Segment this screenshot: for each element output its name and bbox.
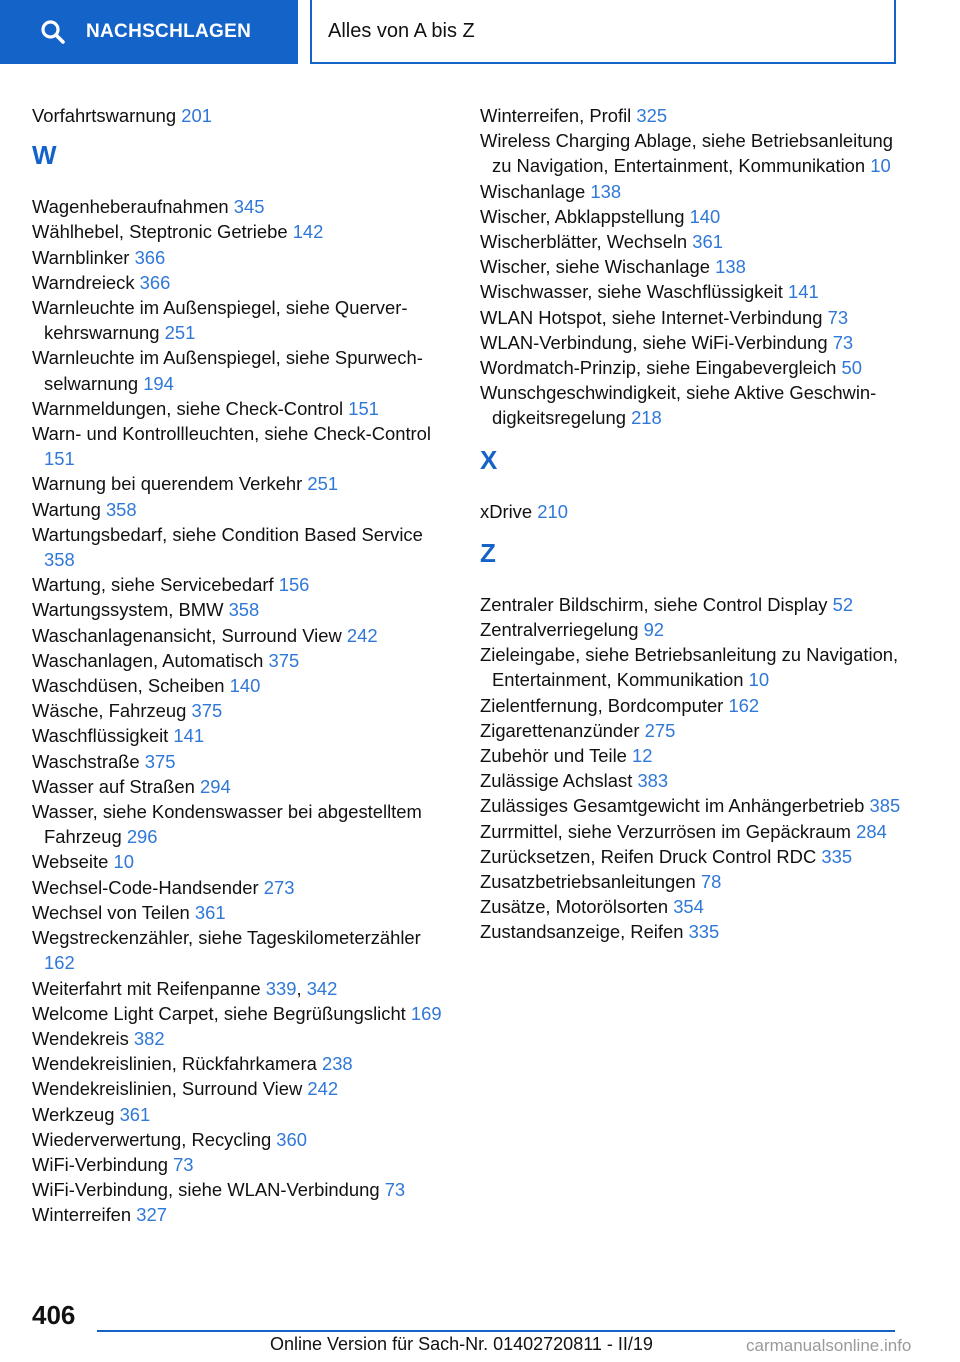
- entry-text: Zulässiges Gesamtgewicht im Anhängerbetrieb: [480, 795, 865, 817]
- entry-text: Warnblinker: [32, 246, 130, 268]
- entry-text: Zusätze, Motorölsorten: [480, 896, 669, 918]
- entry-text: Wunschgeschwindigkeit, siehe Aktive Geschwindigkeitsregelung: [480, 382, 877, 429]
- page-link[interactable]: 242: [307, 1078, 339, 1100]
- entry-group-w: [32, 194, 452, 1227]
- entry-text: Zentralverriegelung: [480, 619, 639, 641]
- watermark: carmanualsonline.info: [746, 1336, 912, 1355]
- page-link[interactable]: 78: [700, 871, 722, 893]
- page-link[interactable]: 375: [191, 700, 223, 722]
- page-link[interactable]: 151: [348, 397, 379, 419]
- index-entry: [32, 1102, 452, 1127]
- entry-text: Waschanlagenansicht, Surround View: [32, 624, 342, 646]
- page-link[interactable]: 354: [673, 896, 704, 918]
- index-entry: [32, 396, 452, 421]
- entry-text: Wischanlage: [480, 180, 586, 202]
- index-entry: [32, 522, 452, 572]
- entry-text: Zusatzbetriebsanleitungen: [480, 871, 696, 893]
- entry-text: Warnung bei querendem Verkehr: [32, 473, 303, 495]
- index-entry: [32, 471, 452, 496]
- page-link[interactable]: 251: [307, 473, 339, 495]
- entry-group-v: [32, 103, 452, 128]
- page-link[interactable]: 169: [410, 1002, 442, 1024]
- entry-text: Wagenheberaufnahmen: [32, 196, 229, 218]
- index-entry: [32, 774, 452, 799]
- entry-text: Wiederverwertung, Recycling: [32, 1128, 272, 1150]
- page-link[interactable]: 385: [869, 795, 901, 817]
- entry-text: Wählhebel, Steptronic Getriebe: [32, 221, 288, 243]
- index-entry: [32, 673, 452, 698]
- index-entry: [32, 1026, 452, 1051]
- index-entry: [480, 793, 910, 818]
- index-entry: [480, 204, 910, 229]
- entry-text: Wartungsbedarf, siehe Condition Based Service: [32, 523, 423, 545]
- page-link[interactable]: 138: [715, 256, 746, 278]
- page-link[interactable]: 140: [229, 675, 261, 697]
- entry-text: Warn- und Kontrollleuchten, siehe Check-Control: [32, 423, 431, 445]
- page-link[interactable]: 273: [263, 876, 295, 898]
- entry-group-z: [480, 592, 910, 945]
- entry-text: Wischer, Abklappstellung: [480, 205, 685, 227]
- index-column-right: [480, 103, 910, 945]
- entry-text: Zieleingabe, siehe Betriebsanleitung zu Navigation, Entertainment, Kommunikation: [480, 644, 899, 691]
- index-entry: [32, 103, 452, 128]
- entry-text: Wordmatch-Prinzip, siehe Eingabevergleich: [480, 357, 837, 379]
- page-link[interactable]: 162: [728, 694, 760, 716]
- index-entry: [32, 925, 452, 975]
- page-number: 406: [32, 1300, 76, 1330]
- entry-text: Werkzeug: [32, 1103, 115, 1125]
- entry-text: Winterreifen: [32, 1204, 132, 1226]
- page-link[interactable]: 360: [276, 1128, 307, 1150]
- page-link[interactable]: 366: [139, 271, 171, 293]
- index-entry: [480, 355, 910, 380]
- page-link[interactable]: 138: [590, 180, 622, 202]
- page-link[interactable]: 218: [631, 407, 662, 429]
- entry-text: Winterreifen, Profil: [480, 105, 632, 126]
- index-entry: [480, 718, 910, 743]
- index-entry: [32, 1076, 452, 1101]
- page-link[interactable]: 141: [173, 725, 205, 747]
- index-entry: [480, 380, 910, 430]
- index-entry: [480, 919, 910, 944]
- index-entry: [480, 499, 910, 524]
- entry-text: Wischer, siehe Wischanlage: [480, 256, 710, 278]
- entry-text: Wartung, siehe Servicebedarf: [32, 574, 274, 596]
- page-link[interactable]: 251: [164, 322, 196, 344]
- entry-text: Wischwasser, siehe Waschflüssigkeit: [480, 281, 783, 303]
- entry-text: Wendekreis: [32, 1027, 129, 1049]
- index-entry: [480, 819, 910, 844]
- entry-text: WLAN-Verbindung, siehe WiFi-Verbindung: [480, 331, 828, 353]
- page-link[interactable]: 382: [133, 1027, 165, 1049]
- page-link[interactable]: 358: [105, 498, 137, 520]
- search-icon: [40, 19, 66, 45]
- index-entry: [480, 894, 910, 919]
- title-tab[interactable]: [310, 0, 896, 64]
- index-entry: [32, 219, 452, 244]
- page-link[interactable]: 361: [692, 231, 723, 253]
- page-link[interactable]: 342: [306, 977, 338, 999]
- page-link[interactable]: 294: [199, 775, 231, 797]
- entry-text: Zulässige Achslast: [480, 770, 633, 792]
- letter-heading-w: W: [32, 140, 57, 171]
- index-entry: [32, 723, 452, 748]
- page-link[interactable]: 201: [181, 105, 212, 126]
- footer-rule: [97, 1330, 895, 1332]
- page-link[interactable]: 10: [870, 155, 891, 177]
- index-entry: [32, 572, 452, 597]
- entry-text: Waschflüssigkeit: [32, 725, 169, 747]
- index-entry: [480, 128, 910, 178]
- page-link[interactable]: 142: [292, 221, 324, 243]
- entry-text: Wegstreckenzähler, siehe Tageskilometerzähler: [32, 927, 421, 949]
- index-entry: [480, 869, 910, 894]
- page-link[interactable]: 325: [636, 105, 668, 126]
- page-link[interactable]: 52: [832, 593, 854, 615]
- page-link[interactable]: 284: [856, 820, 887, 842]
- index-entry: [480, 103, 910, 128]
- index-entry: [480, 254, 910, 279]
- page-link[interactable]: 73: [173, 1153, 194, 1175]
- entry-text: WiFi-Verbindung: [32, 1153, 168, 1175]
- page-link[interactable]: 73: [827, 306, 849, 328]
- entry-text: Wartung: [32, 498, 101, 520]
- entry-text: Wäsche, Fahrzeug: [32, 700, 187, 722]
- entry-text: Wendekreislinien, Surround View: [32, 1078, 303, 1100]
- page-link[interactable]: 10: [748, 669, 770, 691]
- entry-text: Zurücksetzen, Reifen Druck Control RDC: [480, 845, 817, 867]
- letter-heading-z: Z: [480, 537, 496, 568]
- page-link[interactable]: 162: [44, 952, 75, 974]
- page-link[interactable]: 151: [44, 448, 75, 470]
- index-entry: [32, 497, 452, 522]
- index-column-left: [32, 103, 452, 1228]
- entry-text: Zentraler Bildschirm, siehe Control Display: [480, 593, 828, 615]
- page-link[interactable]: 361: [194, 901, 226, 923]
- entry-text: Zustandsanzeige, Reifen: [480, 921, 684, 943]
- index-entry: [480, 330, 910, 355]
- index-entry: [32, 1177, 452, 1202]
- page-link[interactable]: 275: [644, 719, 676, 741]
- entry-text: Wartungssystem, BMW: [32, 599, 224, 621]
- page-link[interactable]: 383: [637, 770, 669, 792]
- entry-text: Wendekreislinien, Rückfahrkamera: [32, 1053, 317, 1075]
- index-entry: [32, 194, 452, 219]
- entry-text: Zubehör und Teile: [480, 745, 627, 767]
- index-entry: [32, 623, 452, 648]
- entry-text: Vorfahrtswarnung: [32, 105, 177, 126]
- page-link[interactable]: 358: [44, 549, 75, 571]
- entry-text: Wireless Charging Ablage, siehe Betriebsanleitung zu Navigation, Entertainment, Kommunikation: [480, 130, 894, 177]
- index-entry: [32, 698, 452, 723]
- letter-heading-x: X: [480, 444, 498, 475]
- entry-text: Webseite: [32, 851, 109, 873]
- index-entry: [32, 900, 452, 925]
- index-entry: [32, 345, 452, 395]
- index-entry: [480, 693, 910, 718]
- page-link[interactable]: 375: [268, 649, 300, 671]
- entry-text: Warndreieck: [32, 271, 135, 293]
- entry-text: Weiterfahrt mit Reifenpanne: [32, 977, 261, 999]
- entry-group-w-continued: [480, 103, 910, 431]
- page-link[interactable]: 366: [134, 246, 166, 268]
- entry-text: xDrive: [480, 500, 533, 522]
- page-link[interactable]: 238: [321, 1053, 353, 1075]
- index-entry: [480, 844, 910, 869]
- index-entry: [32, 648, 452, 673]
- entry-text: Wischerblätter, Wechseln: [480, 231, 688, 253]
- entry-text: Wechsel-Code-Handsender: [32, 876, 259, 898]
- page-link[interactable]: 73: [384, 1179, 406, 1201]
- index-entry: [480, 642, 910, 692]
- entry-text: Waschdüsen, Scheiben: [32, 675, 225, 697]
- index-entry: [32, 1202, 452, 1227]
- page-link[interactable]: 50: [841, 357, 863, 379]
- page-link[interactable]: 156: [278, 574, 310, 596]
- entry-text: Zielentfernung, Bordcomputer: [480, 694, 724, 716]
- entry-text: Warnleuchte im Außenspiegel, siehe Spurwechselwarnung: [32, 347, 423, 394]
- entry-group-x: [480, 499, 910, 524]
- entry-text: Warnleuchte im Außenspiegel, siehe Querverkehrswarnung: [32, 297, 408, 344]
- index-entry: [32, 270, 452, 295]
- entry-text: Waschstraße: [32, 750, 140, 772]
- entry-text: Waschanlagen, Automatisch: [32, 649, 264, 671]
- page-link[interactable]: 345: [233, 196, 265, 218]
- page-link[interactable]: 10: [113, 851, 134, 873]
- page-link[interactable]: 339: [265, 977, 297, 999]
- page-link[interactable]: 335: [821, 845, 853, 867]
- page-link[interactable]: 73: [832, 331, 854, 353]
- entry-text: Warnmeldungen, siehe Check-Control: [32, 397, 344, 419]
- entry-text: Welcome Light Carpet, siehe Begrüßungslicht: [32, 1002, 406, 1024]
- index-entry: [32, 1051, 452, 1076]
- index-entry: [32, 749, 452, 774]
- index-entry: [480, 768, 910, 793]
- entry-text: WLAN Hotspot, siehe Internet-Verbindung: [480, 306, 823, 328]
- index-entry: [480, 305, 910, 330]
- footer-online-version: Online Version für Sach-Nr. 01402720811 - II/19: [270, 1334, 653, 1354]
- header: [0, 0, 960, 66]
- index-entry: [480, 229, 910, 254]
- index-entry: [32, 295, 452, 345]
- search-tab-label: NACHSCHLAGEN: [86, 21, 252, 42]
- entry-text: Wasser, siehe Kondenswasser bei abgestelltem Fahrzeug: [32, 801, 422, 848]
- index-entry: Weiterfahrt mit Reifenpanne 339, 342: [32, 977, 338, 999]
- index-entry: [32, 1127, 452, 1152]
- index-entry: [32, 1152, 452, 1177]
- page-link[interactable]: 242: [346, 624, 378, 646]
- page-link[interactable]: 296: [126, 826, 158, 848]
- index-entry: [480, 592, 910, 617]
- index-entry: [32, 1001, 452, 1026]
- page-link[interactable]: 12: [632, 745, 653, 767]
- page-link[interactable]: 327: [136, 1204, 167, 1226]
- index-entry: [480, 279, 910, 304]
- section-title: Alles von A bis Z: [328, 19, 475, 42]
- entry-text: Zurrmittel, siehe Verzurrösen im Gepäckraum: [480, 820, 852, 842]
- page-link[interactable]: 92: [643, 619, 665, 641]
- index-entry: [32, 421, 452, 471]
- page-link[interactable]: 335: [688, 921, 720, 943]
- index-entry: [32, 849, 452, 874]
- search-tab[interactable]: [0, 0, 298, 64]
- index-entry: [32, 799, 452, 849]
- page-link[interactable]: 361: [119, 1103, 151, 1125]
- page-link[interactable]: 140: [689, 205, 721, 227]
- page-link[interactable]: 194: [143, 372, 174, 394]
- index-entry: [480, 179, 910, 204]
- index-entry: [32, 875, 452, 900]
- entry-text: Zigarettenanzünder: [480, 719, 640, 741]
- index-entry: [480, 743, 910, 768]
- entry-text: Wechsel von Teilen: [32, 901, 190, 923]
- page-link[interactable]: 375: [144, 750, 176, 772]
- index-entry: [32, 245, 452, 270]
- page-link[interactable]: 141: [788, 281, 819, 303]
- page-link[interactable]: 358: [228, 599, 260, 621]
- entry-text: Wasser auf Straßen: [32, 775, 195, 797]
- page-link[interactable]: 210: [537, 500, 568, 522]
- index-entry: [480, 617, 910, 642]
- index-entry: [32, 597, 452, 622]
- entry-text: WiFi-Verbindung, siehe WLAN-Verbindung: [32, 1179, 380, 1201]
